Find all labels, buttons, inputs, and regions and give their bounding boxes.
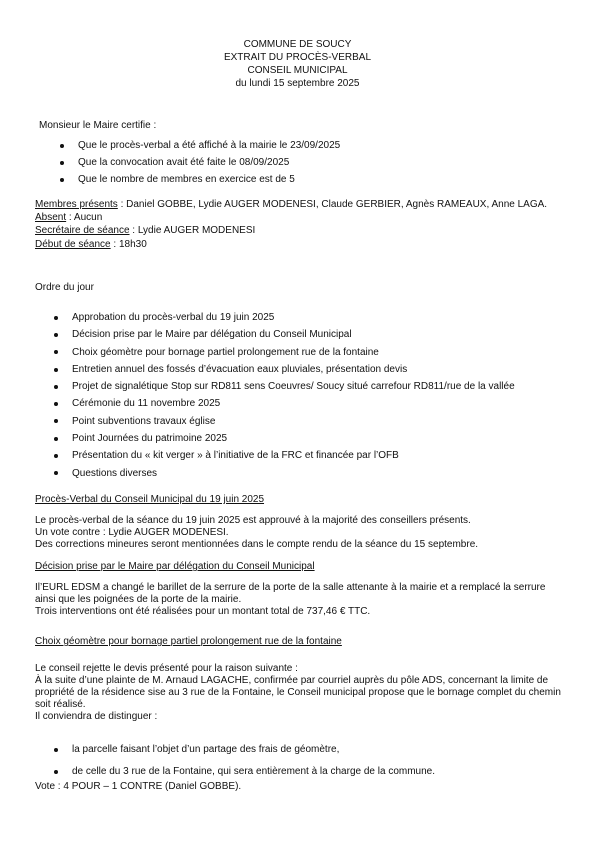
section-geometre-line: Le conseil rejette le devis présenté pour la raison suivante :	[35, 663, 298, 674]
agenda-item: Questions diverses	[52, 465, 515, 482]
header-extract: EXTRAIT DU PROCÈS-VERBAL	[223, 52, 372, 63]
absent-value: : Aucun	[66, 212, 103, 223]
section-geometre-line: À la suite d’une plainte de M. Arnaud LAGACHE, confirmée par courriel auprès du pôle ADS, concernant la limite de	[35, 675, 549, 686]
agenda-item: Présentation du « kit verger » à l’initiative de la FRC et financée par l’OFB	[52, 447, 515, 464]
agenda-item: Approbation du procès-verbal du 19 juin 2025	[52, 309, 515, 326]
start-line	[35, 239, 147, 250]
section-pv-title: Procès-Verbal du Conseil Municipal du 19 juin 2025	[35, 494, 265, 505]
agenda-item: Choix géomètre pour bornage partiel prolongement rue de la fontaine	[52, 344, 515, 361]
document-header	[0, 38, 595, 90]
agenda-item: Décision prise par le Maire par délégation du Conseil Municipal	[52, 326, 515, 343]
certify-item: Que le nombre de membres en exercice est de 5	[58, 171, 340, 188]
absent-line	[35, 212, 102, 223]
header-date: du lundi 15 septembre 2025	[235, 78, 360, 89]
members-present-value: : Daniel GOBBE, Lydie AUGER MODENESI, Claude GERBIER, Agnès RAMEAUX, Anne LAGA.	[117, 199, 548, 210]
secretary-label: Secrétaire de séance	[35, 225, 130, 236]
section-pv-body	[35, 515, 478, 551]
section-pv-line: Un vote contre : Lydie AUGER MODENESI.	[35, 527, 229, 538]
agenda-list	[52, 309, 515, 482]
vote-result: Vote : 4 POUR – 1 CONTRE (Daniel GOBBE).	[35, 781, 242, 792]
section-geometre-line: propriété de la résidence sise au 3 rue de la Fontaine, le Conseil municipal propose que le bornage complet du chemin	[35, 687, 561, 698]
start-value: : 18h30	[110, 239, 147, 250]
agenda-item: Entretien annuel des fossés d’évacuation eaux pluviales, présentation devis	[52, 361, 515, 378]
absent-label: Absent	[35, 212, 67, 223]
section-decision-line: ainsi que les poignées de la porte de la mairie.	[35, 594, 242, 605]
section-geometre-line: soit réalisé.	[35, 699, 86, 710]
section-decision-body	[35, 582, 545, 618]
agenda-item: Point Journées du patrimoine 2025	[52, 430, 515, 447]
secretary-value: : Lydie AUGER MODENESI	[129, 225, 256, 236]
section-pv-line: Le procès-verbal de la séance du 19 juin 2025 est approuvé à la majorité des conseillers présents.	[35, 515, 471, 526]
agenda-item: Cérémonie du 11 novembre 2025	[52, 395, 515, 412]
members-present-line	[35, 199, 547, 210]
section-decision-title: Décision prise par le Maire par délégation du Conseil Municipal	[35, 561, 315, 572]
agenda-title: Ordre du jour	[35, 282, 94, 293]
certify-item: Que le procès-verbal a été affiché à la mairie le 23/09/2025	[58, 137, 340, 154]
certify-intro: Monsieur le Maire certifie :	[39, 120, 157, 131]
agenda-item: Projet de signalétique Stop sur RD811 sens Coeuvres/ Soucy situé carrefour RD811/rue de la vallée	[52, 378, 515, 395]
secretary-line	[35, 225, 255, 236]
certify-list	[58, 137, 340, 188]
section-geometre-body	[35, 663, 561, 723]
members-present-label: Membres présents	[35, 199, 118, 210]
section-geometre-title: Choix géomètre pour bornage partiel prolongement rue de la fontaine	[35, 636, 342, 647]
header-council: CONSEIL MUNICIPAL	[247, 65, 348, 76]
section-geometre-item: la parcelle faisant l’objet d’un partage des frais de géomètre,	[52, 739, 435, 761]
section-geometre-list	[52, 739, 435, 783]
agenda-item: Point subventions travaux église	[52, 413, 515, 430]
certify-item: Que la convocation avait été faite le 08/09/2025	[58, 154, 340, 171]
section-pv-line: Des corrections mineures seront mentionnées dans le compte rendu de la séance du 15 septembre.	[35, 539, 479, 550]
header-commune: COMMUNE DE SOUCY	[243, 39, 352, 50]
section-decision-line: Il’EURL EDSM a changé le barillet de la serrure de la porte de la salle attenante à la mairie et a remplacé la serrure	[35, 582, 546, 593]
section-geometre-line: Il conviendra de distinguer :	[35, 711, 158, 722]
section-geometre-item: de celle du 3 rue de la Fontaine, qui sera entièrement à la charge de la commune.	[52, 761, 435, 783]
start-label: Début de séance	[35, 239, 111, 250]
section-decision-line: Trois interventions ont été réalisées pour un montant total de 737,46 € TTC.	[35, 606, 371, 617]
